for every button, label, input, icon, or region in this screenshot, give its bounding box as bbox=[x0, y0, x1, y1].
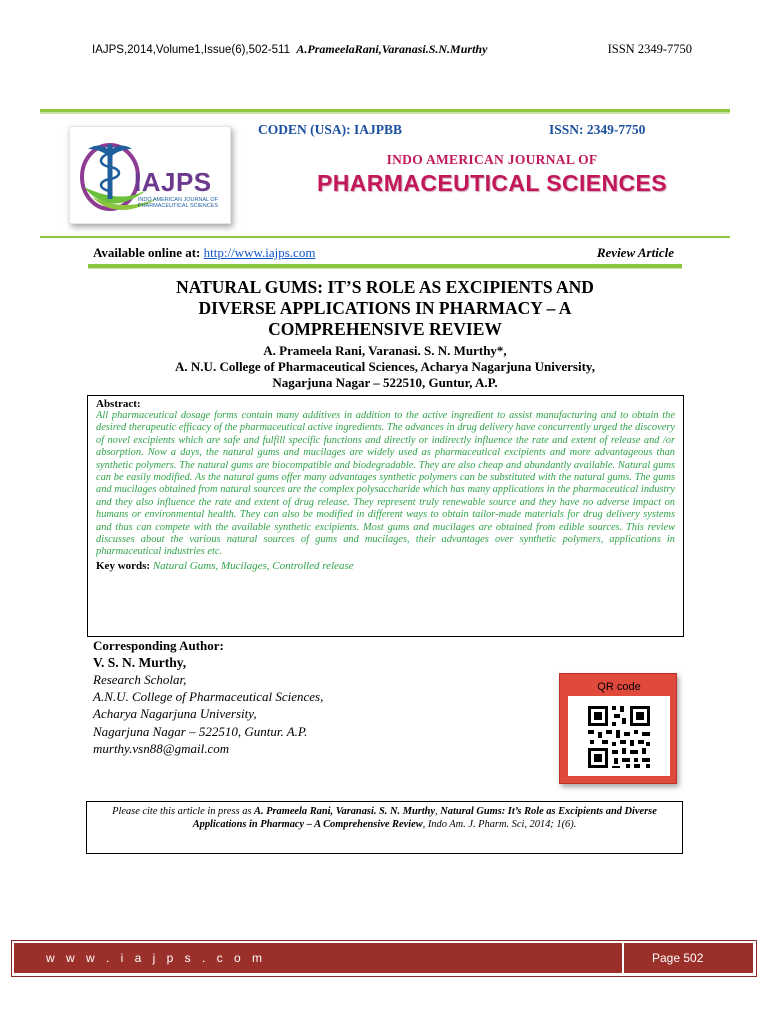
journal-name-line1: INDO AMERICAN JOURNAL OF bbox=[386, 152, 598, 167]
abstract-label: Abstract: bbox=[96, 398, 141, 410]
corr-line: A.N.U. College of Pharmaceutical Sciences, bbox=[93, 689, 324, 705]
author-names: A. Prameela Rani, Varanasi. S. N. Murthy*, bbox=[263, 343, 507, 358]
citation-separator: , bbox=[435, 806, 441, 817]
qr-code-icon bbox=[568, 696, 670, 776]
citation-suffix: , Indo Am. J. Pharm. Sci, 2014; 1(6). bbox=[422, 819, 577, 831]
qr-code[interactable] bbox=[568, 696, 670, 776]
corresponding-author-details bbox=[93, 671, 323, 757]
citation-authors: A. Prameela Rani, Varanasi. S. N. Murthy bbox=[254, 806, 436, 817]
title-line: DIVERSE APPLICATIONS IN PHARMACY – A bbox=[198, 298, 572, 318]
availability-label: Available online at: bbox=[93, 245, 201, 260]
abstract-box bbox=[87, 395, 684, 637]
masthead-top-rule-shadow bbox=[40, 112, 730, 114]
keywords bbox=[96, 560, 675, 572]
author-address: Nagarjuna Nagar – 522510, Guntur, A.P. bbox=[272, 375, 498, 390]
journal-name-line2: PHARMACEUTICAL SCIENCES bbox=[317, 170, 667, 196]
keywords-value: Natural Gums, Mucilages, Controlled release bbox=[152, 559, 354, 572]
qr-code-label: QR code bbox=[597, 681, 641, 693]
coden: CODEN (USA): IAJPBB bbox=[258, 122, 403, 137]
footer-bar bbox=[14, 943, 753, 973]
footer-page-number: Page 502 bbox=[652, 951, 704, 965]
logo-subtitle: INDO AMERICAN JOURNAL OF PHARMACEUTICAL SCIENCES bbox=[137, 197, 219, 209]
running-header-citation: IAJPS,2014,Volume1,Issue(6),502-511 A.PrameelaRani,Varanasi.S.N.Murthy bbox=[92, 42, 488, 56]
qr-code-panel bbox=[559, 673, 677, 784]
logo-wordmark: IAJPS bbox=[134, 167, 212, 197]
citation-prefix: Please cite this article in press as bbox=[112, 806, 255, 817]
corresponding-author-name: V. S. N. Murthy, bbox=[93, 655, 187, 670]
citation-note bbox=[86, 801, 683, 854]
running-header-authors: A.PrameelaRani,Varanasi.S.N.Murthy bbox=[296, 42, 488, 56]
masthead-bottom-rule bbox=[40, 236, 730, 238]
author-block bbox=[88, 343, 682, 391]
footer-url[interactable]: w w w . i a j p s . c o m bbox=[46, 951, 267, 965]
citation-title: Natural Gums: It’s Role as Excipients and Diverse Applications in Pharmacy – A Comprehensive Review bbox=[192, 806, 657, 831]
title-line: NATURAL GUMS: IT’S ROLE AS EXCIPIENTS AND bbox=[176, 277, 594, 297]
article-type: Review Article bbox=[596, 245, 674, 260]
author-affiliation: A. N.U. College of Pharmaceutical Sciences, Acharya Nagarjuna University, bbox=[175, 359, 595, 374]
corr-line: Research Scholar, bbox=[93, 672, 187, 687]
title-line: COMPREHENSIVE REVIEW bbox=[268, 319, 502, 339]
title-rule-shadow bbox=[88, 268, 682, 269]
availability-line bbox=[93, 245, 315, 261]
corr-line: Acharya Nagarjuna University, bbox=[93, 706, 257, 722]
corr-line: Nagarjuna Nagar – 522510, Guntur. A.P. bbox=[93, 723, 308, 739]
running-header bbox=[92, 42, 692, 60]
journal-website-link[interactable]: http://www.iajps.com bbox=[203, 245, 316, 260]
paper-title bbox=[88, 277, 682, 340]
page-footer bbox=[11, 940, 757, 977]
footer-divider bbox=[622, 943, 624, 973]
running-header-issn: ISSN 2349-7750 bbox=[607, 42, 692, 56]
masthead-issn: ISSN: 2349-7750 bbox=[549, 122, 646, 137]
journal-logo bbox=[69, 126, 231, 224]
corresponding-author-heading: Corresponding Author: bbox=[93, 638, 224, 653]
keywords-label: Key words: bbox=[96, 559, 151, 572]
corr-email[interactable]: murthy.vsn88@gmail.com bbox=[93, 740, 230, 756]
abstract-text: All pharmaceutical dosage forms contain many additives in addition to the active ingredient to assist manufacturing and to obtain the desired therapeutic efficacy of the pharmaceutical active ingredients. The advances in drug delivery have concurrently urged the discovery of novel excipients which are safe and fulfill specific functions and directly or indirectly influence the rate and extent of release and /or absorption. Now a days, the natural gums and mucilages are widely used as pharmaceutical excipients and more advantageous than synthetic polymers. The natural gums are biocompatible and biodegradable. They are also cheap and abundantly available. Natural gums can be easily modified. As the natural gums offer many advantages synthetic polymers can be substituted with the natural gums. The gums and mucilages obtained from natural sources are the complex polysaccharide which has many applications in the pharmaceutical industry and they also influence the rate and extent of drug release. They represent truly renewable source and they have no adverse impact on humans or environmental health. They can also be modified in different ways to obtain tailor-made materials for drug delivery systems and thus can compete with the available synthetic excipients. Most gums and mucilages are obtained from edible sources. This review discusses about the various natural sources of gums and mucilages, their advantages over synthetic polymers, applications in pharmaceutical industries etc. bbox=[96, 410, 675, 558]
